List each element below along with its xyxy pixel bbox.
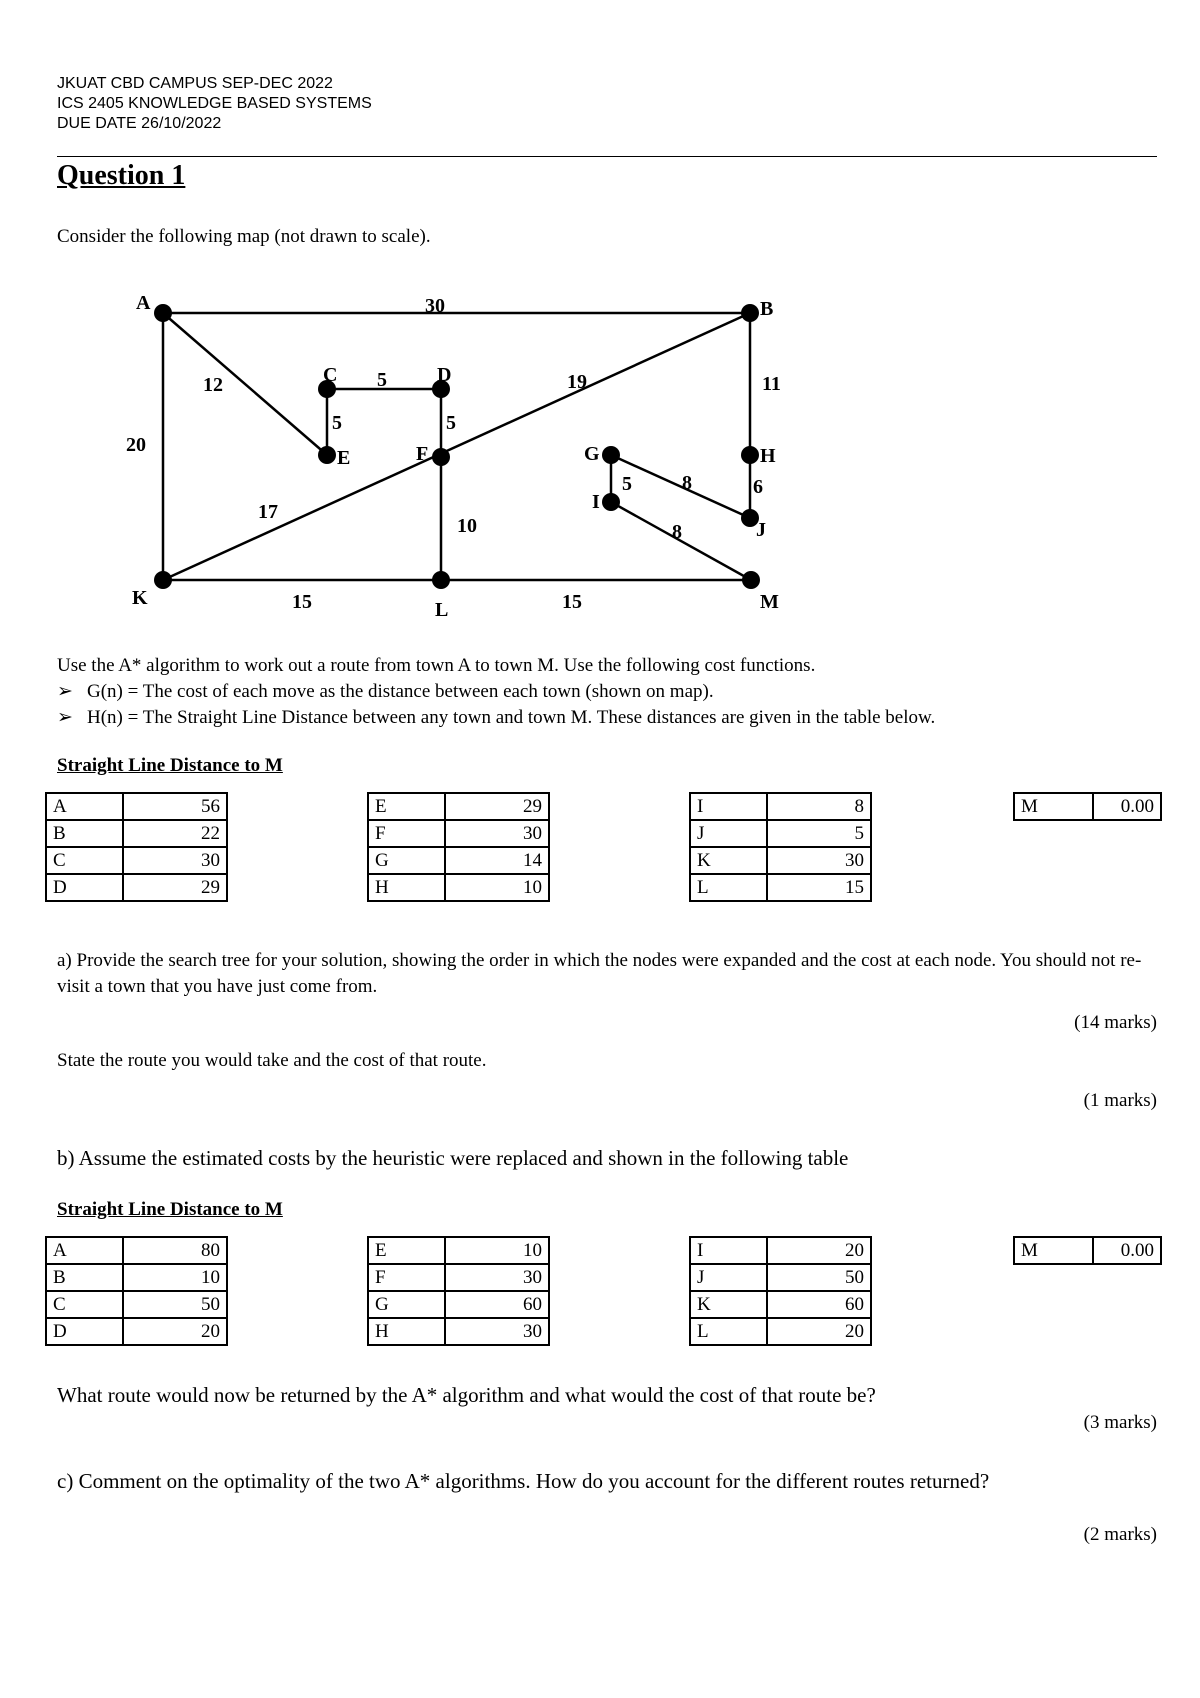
- part-a-route-text: State the route you would take and the cost of that route.: [57, 1050, 487, 1071]
- node-labels: [132, 292, 779, 621]
- cost-C-E: 5: [332, 412, 342, 434]
- distance-cell: 56: [123, 793, 227, 820]
- node-F: [432, 448, 450, 466]
- town-cell: L: [690, 874, 767, 901]
- town-cell: M: [1014, 1237, 1093, 1264]
- table-row: [368, 847, 549, 874]
- node-A: [154, 304, 172, 322]
- table-row: [46, 847, 227, 874]
- node-M: [742, 571, 760, 589]
- distance-cell: 0.00: [1093, 793, 1161, 820]
- town-cell: I: [690, 1237, 767, 1264]
- distance-cell: 20: [767, 1237, 871, 1264]
- node-label-J: J: [756, 519, 766, 541]
- table-row: [368, 1264, 549, 1291]
- sld-title-1: Straight Line Distance to M: [57, 755, 283, 776]
- table-row: [1014, 1237, 1161, 1264]
- node-H: [741, 446, 759, 464]
- town-cell: C: [46, 847, 123, 874]
- heuristic-table-1-col3: [689, 792, 872, 902]
- distance-cell: 50: [123, 1291, 227, 1318]
- node-label-E: E: [337, 447, 351, 469]
- bullet-hn: [57, 705, 935, 731]
- cost-D-F: 5: [446, 412, 456, 434]
- due-date: DUE DATE 26/10/2022: [57, 115, 222, 132]
- part-b-question: What route would now be returned by the A* algorithm and what would the cost of that route be?: [57, 1383, 876, 1407]
- cost-A-B: 30: [425, 295, 445, 317]
- edge-A-E: [163, 313, 327, 455]
- distance-cell: 60: [445, 1291, 549, 1318]
- town-cell: K: [690, 1291, 767, 1318]
- table-row: [690, 874, 871, 901]
- question-title: Question 1: [57, 160, 186, 191]
- part-a-text: a) Provide the search tree for your solution, showing the order in which the nodes were expanded and the cost at each node. You should not re-visit a town that you have just come from.: [57, 950, 1142, 997]
- town-cell: L: [690, 1318, 767, 1345]
- distance-cell: 80: [123, 1237, 227, 1264]
- heuristic-table-2-col3: [689, 1236, 872, 1346]
- node-B: [741, 304, 759, 322]
- arrow-bullet-icon: ➢: [57, 681, 73, 702]
- cost-F-B: 19: [567, 371, 587, 393]
- table-row: [46, 793, 227, 820]
- distance-cell: 10: [123, 1264, 227, 1291]
- town-cell: G: [368, 847, 445, 874]
- distance-cell: 10: [445, 1237, 549, 1264]
- cost-A-E: 12: [203, 374, 223, 396]
- cost-K-F: 17: [258, 501, 278, 523]
- part-b-text: b) Assume the estimated costs by the heuristic were replaced and shown in the following table: [57, 1146, 849, 1170]
- table-row: [690, 1237, 871, 1264]
- instructions-main: Use the A* algorithm to work out a route from town A to town M. Use the following cost functions.: [57, 655, 816, 676]
- distance-cell: 14: [445, 847, 549, 874]
- heuristic-table-2-col1: [45, 1236, 228, 1346]
- distance-cell: 30: [767, 847, 871, 874]
- table-row: [46, 1291, 227, 1318]
- town-cell: A: [46, 1237, 123, 1264]
- node-G: [602, 446, 620, 464]
- town-cell: F: [368, 1264, 445, 1291]
- node-label-A: A: [136, 292, 151, 314]
- cost-K-L: 15: [292, 591, 312, 613]
- table-row: [368, 793, 549, 820]
- cost-B-H: 11: [762, 373, 781, 395]
- table-row: [368, 1237, 549, 1264]
- node-label-C: C: [323, 364, 338, 386]
- town-cell: J: [690, 820, 767, 847]
- town-cell: E: [368, 1237, 445, 1264]
- distance-cell: 29: [123, 874, 227, 901]
- distance-cell: 30: [123, 847, 227, 874]
- table-row: [1014, 793, 1161, 820]
- table-row: [690, 1318, 871, 1345]
- distance-cell: 50: [767, 1264, 871, 1291]
- heuristic-table-2-col2: [367, 1236, 550, 1346]
- node-label-K: K: [132, 587, 148, 609]
- town-cell: J: [690, 1264, 767, 1291]
- edge-K-B: [163, 313, 750, 580]
- distance-cell: 20: [123, 1318, 227, 1345]
- heuristic-table-2-col4: [1013, 1236, 1162, 1265]
- node-label-B: B: [760, 298, 774, 320]
- node-label-I: I: [592, 491, 600, 513]
- table-row: [368, 1318, 549, 1345]
- town-map: [0, 0, 1200, 640]
- distance-cell: 60: [767, 1291, 871, 1318]
- town-cell: G: [368, 1291, 445, 1318]
- node-label-G: G: [584, 443, 600, 465]
- course-header-line1: JKUAT CBD CAMPUS SEP-DEC 2022: [57, 75, 333, 92]
- node-I: [602, 493, 620, 511]
- cost-L-M: 15: [562, 591, 582, 613]
- distance-cell: 30: [445, 1318, 549, 1345]
- town-cell: E: [368, 793, 445, 820]
- node-L: [432, 571, 450, 589]
- node-K: [154, 571, 172, 589]
- cost-F-L: 10: [457, 515, 477, 537]
- node-label-D: D: [437, 364, 452, 386]
- table-row: [690, 1291, 871, 1318]
- node-E: [318, 446, 336, 464]
- table-row: [368, 874, 549, 901]
- table-row: [368, 1291, 549, 1318]
- node-label-H: H: [760, 445, 776, 467]
- town-cell: C: [46, 1291, 123, 1318]
- town-cell: A: [46, 793, 123, 820]
- town-cell: K: [690, 847, 767, 874]
- bullet-gn-text: G(n) = The cost of each move as the distance between each town (shown on map).: [87, 681, 714, 702]
- town-cell: H: [368, 874, 445, 901]
- heuristic-table-1-col1: [45, 792, 228, 902]
- heuristic-table-1-col2: [367, 792, 550, 902]
- part-c-marks: (2 marks): [1083, 1524, 1157, 1545]
- distance-cell: 29: [445, 793, 549, 820]
- bullet-hn-text: H(n) = The Straight Line Distance between any town and town M. These distances are given in the table below.: [87, 707, 936, 728]
- table-row: [46, 874, 227, 901]
- bullet-gn: [57, 679, 714, 705]
- part-c-text: c) Comment on the optimality of the two A* algorithms. How do you account for the different routes returned?: [57, 1469, 990, 1493]
- town-cell: H: [368, 1318, 445, 1345]
- town-cell: D: [46, 1318, 123, 1345]
- town-cell: B: [46, 820, 123, 847]
- distance-cell: 10: [445, 874, 549, 901]
- distance-cell: 30: [445, 820, 549, 847]
- town-cell: M: [1014, 793, 1093, 820]
- table-row: [690, 793, 871, 820]
- sld-title-2: Straight Line Distance to M: [57, 1199, 283, 1220]
- table-row: [46, 820, 227, 847]
- table-row: [46, 1318, 227, 1345]
- course-header-line2: ICS 2405 KNOWLEDGE BASED SYSTEMS: [57, 95, 372, 112]
- cost-I-M: 8: [672, 521, 682, 543]
- distance-cell: 5: [767, 820, 871, 847]
- cost-H-J: 6: [753, 476, 763, 498]
- table-row: [690, 1264, 871, 1291]
- distance-cell: 30: [445, 1264, 549, 1291]
- table-row: [690, 820, 871, 847]
- town-cell: I: [690, 793, 767, 820]
- distance-cell: 8: [767, 793, 871, 820]
- map-edges: [163, 313, 751, 580]
- town-cell: B: [46, 1264, 123, 1291]
- town-cell: F: [368, 820, 445, 847]
- distance-cell: 20: [767, 1318, 871, 1345]
- table-row: [368, 820, 549, 847]
- town-cell: D: [46, 874, 123, 901]
- cost-C-D: 5: [377, 369, 387, 391]
- heuristic-table-1-col4: [1013, 792, 1162, 821]
- cost-G-J: 8: [682, 472, 692, 494]
- table-row: [46, 1237, 227, 1264]
- node-label-L: L: [435, 599, 449, 621]
- cost-A-K: 20: [126, 434, 146, 456]
- table-row: [46, 1264, 227, 1291]
- arrow-bullet-icon: ➢: [57, 707, 73, 728]
- part-a-route-marks: (1 marks): [1083, 1090, 1157, 1111]
- part-b-marks: (3 marks): [1083, 1412, 1157, 1433]
- table-row: [690, 847, 871, 874]
- part-a-marks: (14 marks): [1074, 1012, 1157, 1033]
- intro-text: Consider the following map (not drawn to scale).: [57, 226, 431, 247]
- distance-cell: 0.00: [1093, 1237, 1161, 1264]
- node-label-M: M: [760, 591, 779, 613]
- distance-cell: 22: [123, 820, 227, 847]
- node-label-F: F: [416, 443, 429, 465]
- distance-cell: 15: [767, 874, 871, 901]
- cost-G-I: 5: [622, 473, 632, 495]
